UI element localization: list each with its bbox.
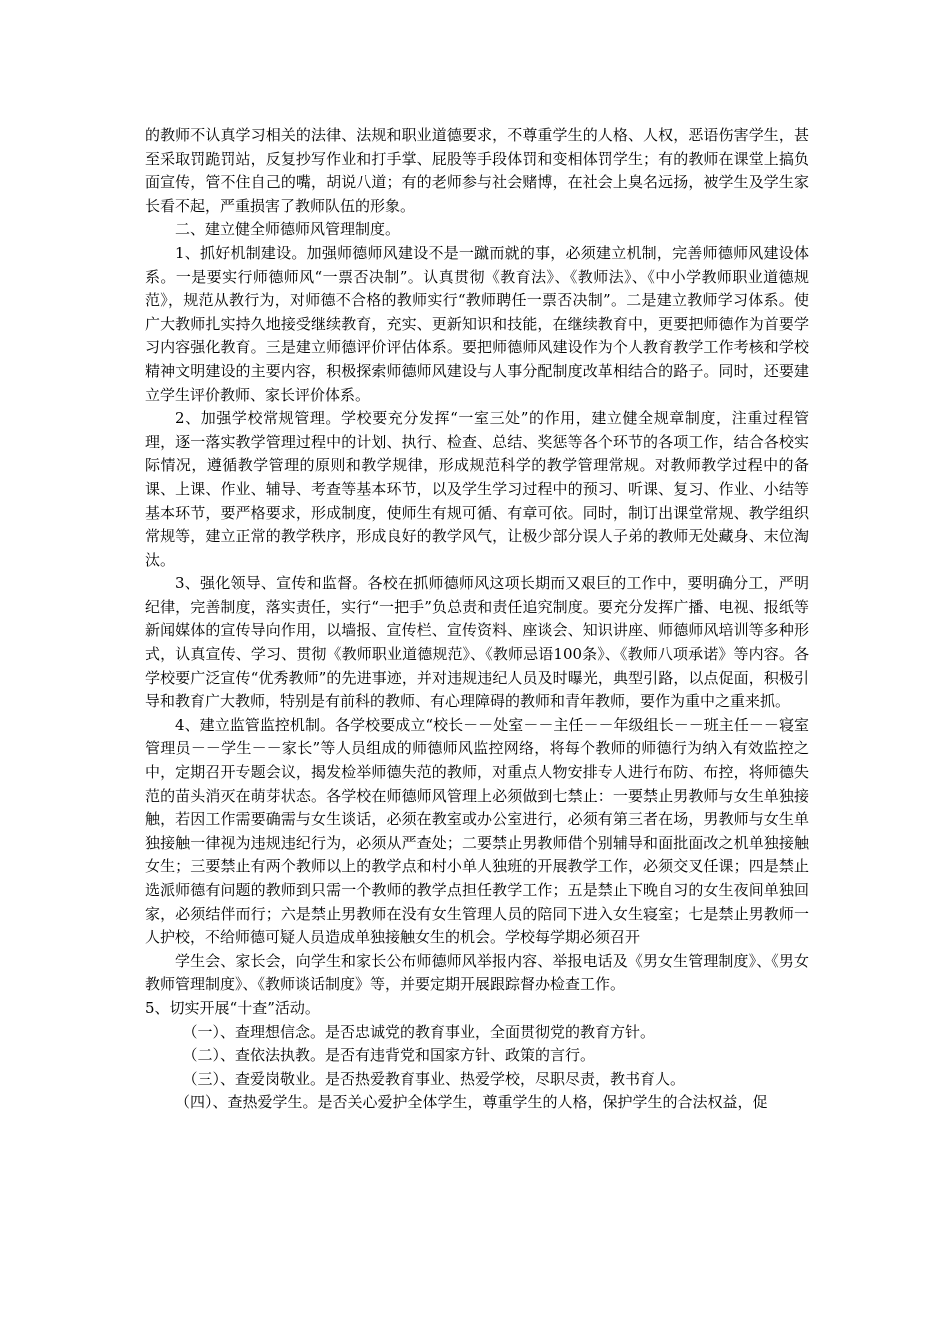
list-item-check-1: （一）、查理想信念。是否忠诚党的教育事业，全面贯彻党的教育方针。 <box>182 1022 656 1041</box>
paragraph-supervision: 4、建立监管监控机制。各学校要成立“校长－－处室－－主任－－年级组长－－班主任－－寝室管理员－－学生－－家长”等人员组成的师德师风监控网络，将每个教师的师德行为纳入有效监控之中，定期召开专题会议，揭发检举师德失范的教师，对重点人物安排专人进行布防、布控，将师德失范的苗头消灭在萌芽状态。各学校在师德师风管理上必须做到七禁止：一要禁止男教师与女生单独接触，若因工作需要确需与女生谈话，必须在教室或办公室进行，必须有第三者在场，男教师与女生单独接触一律视为违规违纪行为，必须从严查处；二要禁止男教师借个别辅导和面批面改之机单独接触女生；三要禁止有两个教师以上的教学点和村小单人独班的开展教学工作，必须交叉任课；四是禁止选派师德有问题的教师到只需一个教师的教学点担任教学工作；五是禁止下晚自习的女生夜间单独回家，必须结伴而行；六是禁止男教师在没有女生管理人员的陪同下进入女生寝室；七是禁止男教师一人护校，不给师德可疑人员造成单独接触女生的机会。学校每学期必须召开 <box>145 715 809 947</box>
document-body <box>145 124 809 1115</box>
section-heading-2: 二、建立健全师德师风管理制度。 <box>175 220 401 239</box>
paragraph-mechanism: 1、抓好机制建设。加强师德师风建设不是一蹴而就的事，必须建立机制，完善师德师风建设体系。一是要实行师德师风“一票否决制”。认真贯彻《教育法》、《教师法》、《中小学教师职业道德规范》，规范从教行为，对师德不合格的教师实行“教师聘任一票否决制”。二是建立教师学习体系。使广大教师扎实持久地接受继续教育，充实、更新知识和技能，在继续教育中，更要把师德作为首要学习内容强化教育。三是建立师德评价评估体系。要把师德师风建设作为个人教育教学工作考核和学校精神文明建设的主要内容，积极探索师德师风建设与人事分配制度改革相结合的路子。同时，还要建立学生评价教师、家长评价体系。 <box>145 243 809 404</box>
list-item-check-3: （三）、查爱岗敬业。是否热爱教育事业、热爱学校，尽职尽责，教书育人。 <box>182 1069 686 1088</box>
paragraph-routine-management: 2、加强学校常规管理。学校要充分发挥“一室三处”的作用，建立健全规章制度，注重过程管理，逐一落实教学管理过程中的计划、执行、检查、总结、奖惩等各个环节的各项工作，结合各校实际情况，遵循教学管理的原则和教学规律，形成规范科学的教学管理常规。对教师教学过程中的备课、上课、作业、辅导、考查等基本环节，以及学生学习过程中的预习、听课、复习、作业、小结等基本环节，要严格要求，形成制度，使师生有规可循、有章可依。同时，制订出课堂常规、教学组织常规等，建立正常的教学秩序，形成良好的教学风气，让极少部分误人子弟的教师无处藏身、末位淘汰。 <box>145 409 809 569</box>
paragraph-meetings: 学生会、家长会，向学生和家长公布师德师风举报内容、举报电话及《男女生管理制度》、《男女教师管理制度》、《教师谈话制度》等，并要定期开展跟踪督办检查工作。 <box>145 951 809 994</box>
paragraph-ten-checks-heading: 5、切实开展“十查”活动。 <box>145 998 320 1017</box>
paragraph-leadership: 3、强化领导、宣传和监督。各校在抓师德师风这项长期而又艰巨的工作中，要明确分工，严明纪律，完善制度，落实责任，实行“一把手”负总责和责任追究制度。要充分发挥广播、电视、报纸等新闻媒体的宣传导向作用，以墙报、宣传栏、宣传资料、座谈会、知识讲座、师德师风培训等多种形式，认真宣传、学习、贯彻《教师职业道德规范》、《教师忌语100条》、《教师八项承诺》等内容。各学校要广泛宣传“优秀教师”的先进事迹，并对违规违纪人员及时曝光，典型引路，以点促面，积极引导和教育广大教师，特别是有前科的教师、有心理障碍的教师和青年教师，要作为重中之重来抓。 <box>145 574 809 711</box>
list-item-check-2: （二）、查依法执教。是否有违背党和国家方针、政策的言行。 <box>182 1046 596 1065</box>
paragraph-intro: 的教师不认真学习相关的法律、法规和职业道德要求，不尊重学生的人格、人权，恶语伤害学生，甚至采取罚跪罚站，反复抄写作业和打手掌、屁股等手段体罚和变相体罚学生；有的教师在课堂上搞负面宣传，管不住自己的嘴，胡说八道；有的老师参与社会赌博，在社会上臭名远扬，被学生及学生家长看不起，严重损害了教师队伍的形象。 <box>145 126 809 215</box>
list-item-check-4: （四）、查热爱学生。是否关心爱护全体学生，尊重学生的人格，保护学生的合法权益，促 <box>175 1093 768 1112</box>
